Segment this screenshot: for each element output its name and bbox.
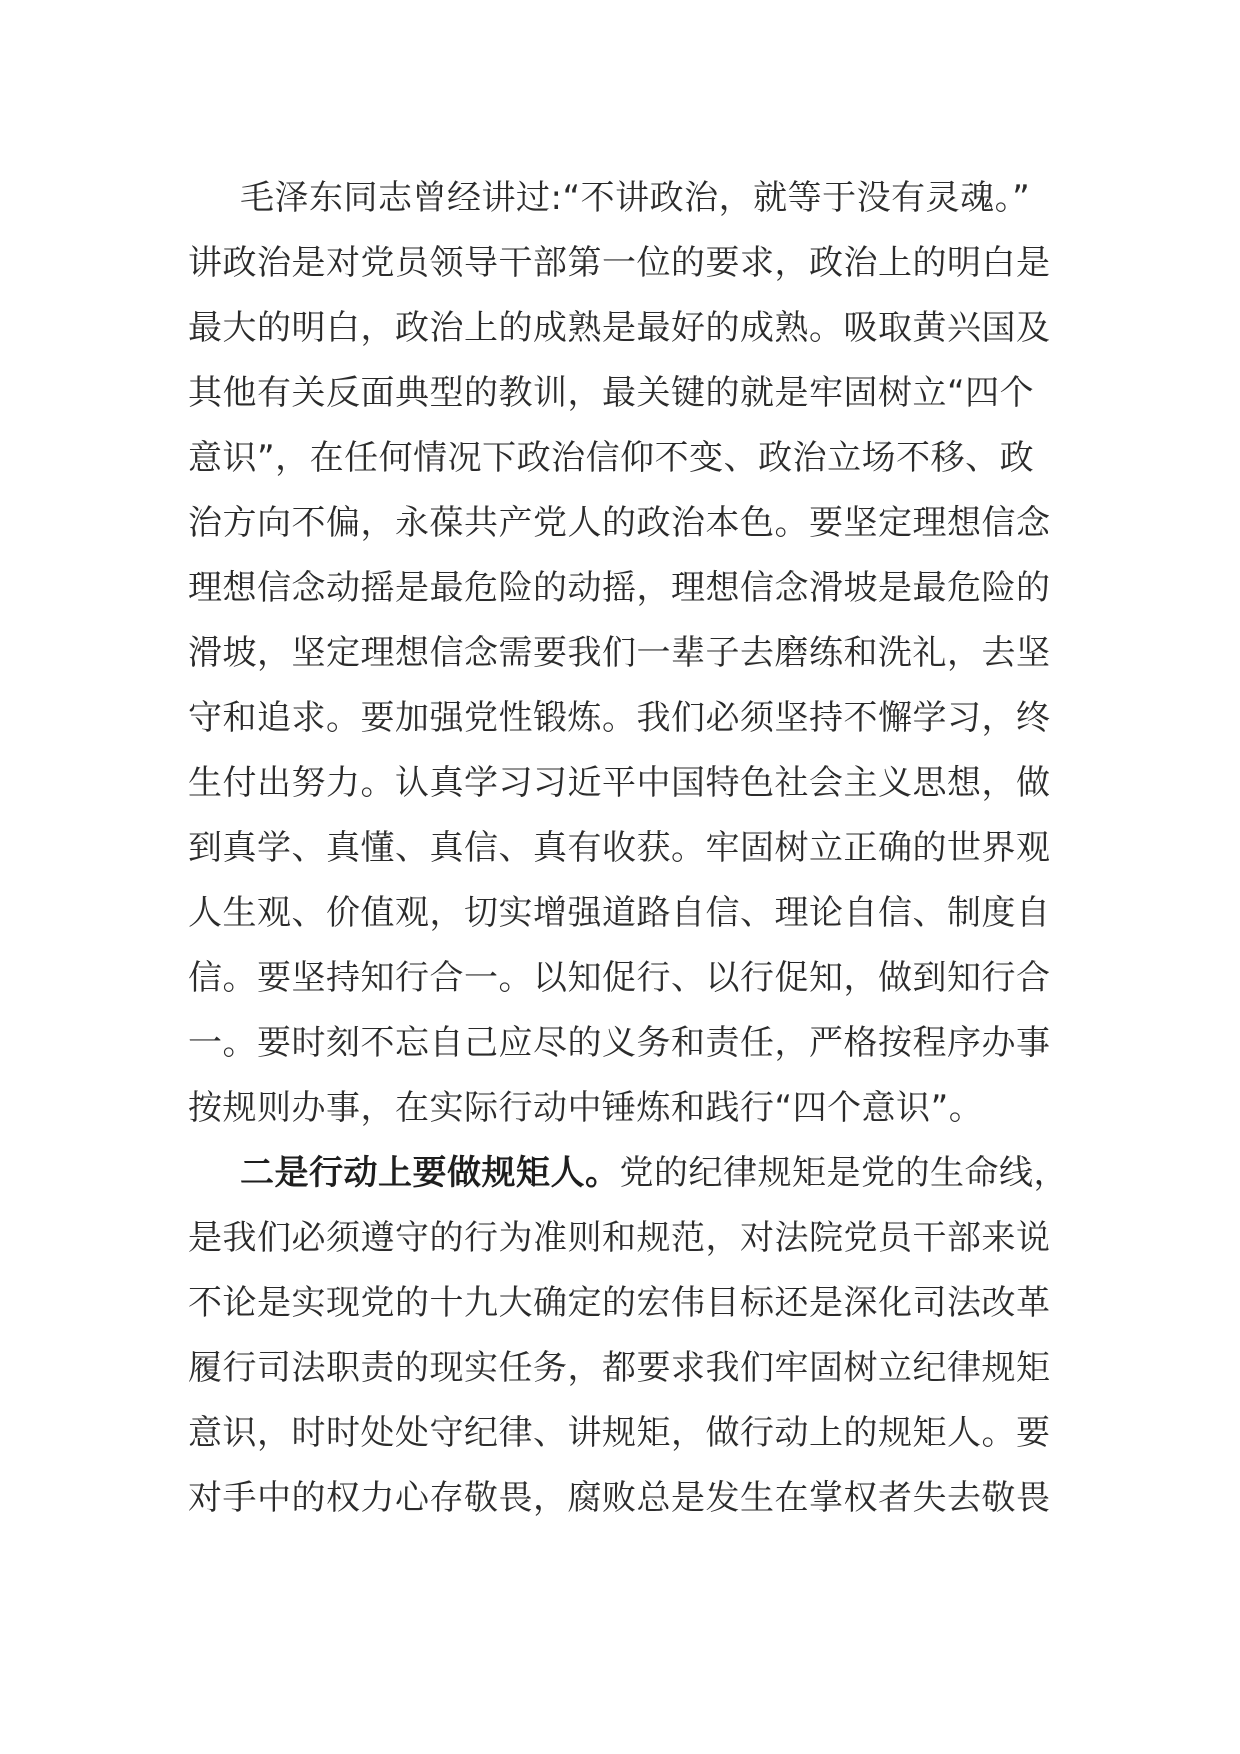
paragraph-2-line: 是我们必须遵守的行为准则和规范，对法院党员干部来说 <box>188 1218 1051 1258</box>
paragraph-1-line: 一。要时刻不忘自己应尽的义务和责任，严格按程序办事 <box>188 1023 1051 1063</box>
paragraph-1-line: 信。要坚持知行合一。以知促行、以行促知，做到知行合 <box>188 958 1051 998</box>
paragraph-2-line: 履行司法职责的现实任务，都要求我们牢固树立纪律规矩 <box>188 1348 1051 1388</box>
paragraph-2-line: 不论是实现党的十九大确定的宏伟目标还是深化司法改革 <box>188 1283 1051 1323</box>
paragraph-1-line: 治方向不偏，永葆共产党人的政治本色。要坚定理想信念 <box>188 503 1051 543</box>
document-body <box>188 166 1068 1531</box>
paragraph-1-line: 到真学、真懂、真信、真有收获。牢固树立正确的世界观 <box>188 828 1051 868</box>
paragraph-1-line: 守和追求。要加强党性锻炼。我们必须坚持不懈学习，终 <box>188 698 1051 738</box>
paragraph-1-line: 按规则办事，在实际行动中锤炼和践行“四个意识”。 <box>188 1088 984 1128</box>
paragraph-1-line: 理想信念动摇是最危险的动摇，理想信念滑坡是最危险的 <box>188 568 1051 608</box>
paragraph-1-line: 其他有关反面典型的教训，最关键的就是牢固树立“四个 <box>188 373 1035 413</box>
paragraph-2-first-line-text: 党的纪律规矩是党的生命线， <box>619 1153 1068 1193</box>
paragraph-1-line: 生付出努力。认真学习习近平中国特色社会主义思想，做 <box>188 763 1051 803</box>
paragraph-1-line: 滑坡，坚定理想信念需要我们一辈子去磨练和洗礼，去坚 <box>188 633 1051 673</box>
paragraph-2-line: 对手中的权力心存敬畏，腐败总是发生在掌权者失去敬畏 <box>188 1478 1051 1518</box>
paragraph-1-line: 毛泽东同志曾经讲过:“不讲政治，就等于没有灵魂。” <box>240 178 1031 218</box>
paragraph-1-line: 意识”，在任何情况下政治信仰不变、政治立场不移、政 <box>188 438 1035 478</box>
paragraph-1-line: 最大的明白，政治上的成熟是最好的成熟。吸取黄兴国及 <box>188 308 1051 348</box>
paragraph-2-first-line <box>188 1141 1068 1206</box>
paragraph-2-heading: 二是行动上要做规矩人。 <box>240 1153 620 1193</box>
paragraph-1-line: 人生观、价值观，切实增强道路自信、理论自信、制度自 <box>188 893 1051 933</box>
paragraph-1-line: 讲政治是对党员领导干部第一位的要求，政治上的明白是 <box>188 243 1051 283</box>
paragraph-2-line: 意识，时时处处守纪律、讲规矩，做行动上的规矩人。要 <box>188 1413 1051 1453</box>
